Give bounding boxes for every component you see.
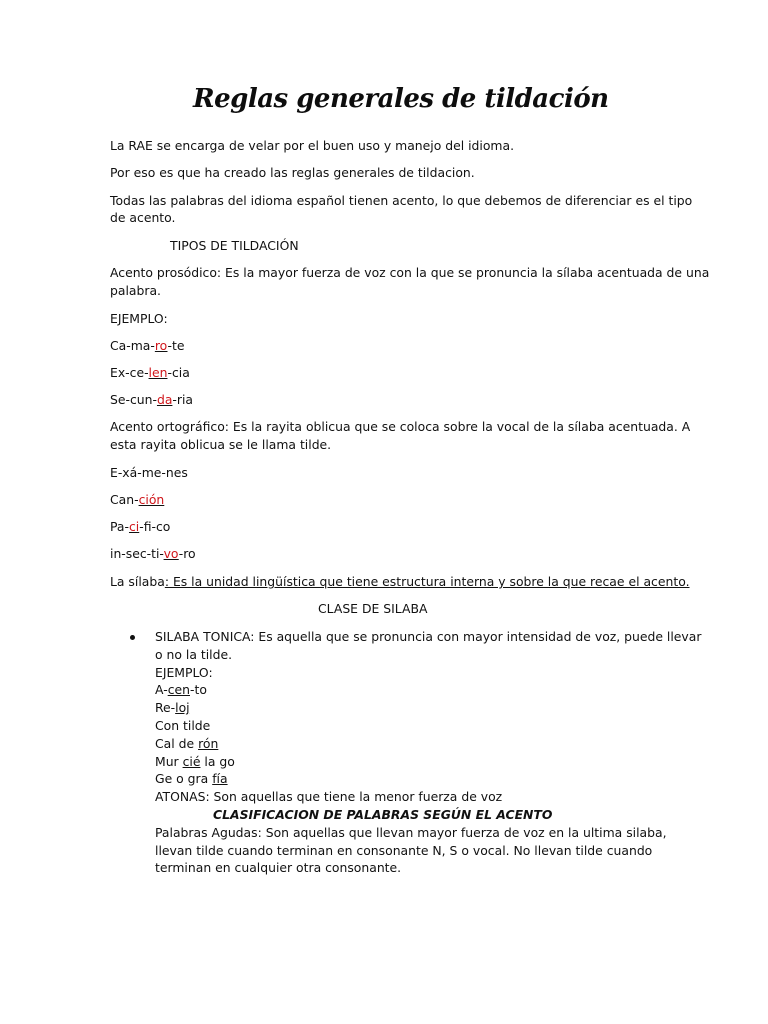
- intro-paragraph-2: Por eso es que ha creado las reglas generales de tildacion.: [110, 165, 475, 180]
- example-word: Cal de rón: [155, 735, 219, 751]
- con-tilde-label: Con tilde: [155, 717, 211, 733]
- prosodico-line-1: Acento prosódico: Es la mayor fuerza de voz con la que se pronuncia la sílaba acentuada de una: [110, 265, 710, 280]
- example-word: Mur cié la go: [155, 753, 235, 769]
- example-word: Se-cun-da-ria: [110, 392, 194, 407]
- agudas-line-3: terminan en cualquier otra consonante.: [155, 860, 402, 876]
- intro-paragraph-1: La RAE se encarga de velar por el buen uso y manejo del idioma.: [110, 138, 515, 153]
- stressed-syllable: len: [148, 365, 168, 380]
- example-word: E-xá-me-nes: [110, 465, 188, 480]
- stressed-syllable: ción: [138, 492, 165, 507]
- tonica-line-1: SILABA TONICA: Es aquella que se pronuncia con mayor intensidad de voz, puede llevar: [155, 629, 702, 644]
- intro-paragraph-3-line-1: Todas las palabras del idioma español tienen acento, lo que debemos de diferenciar es el tipo: [110, 193, 693, 208]
- agudas-line-2: llevan tilde cuando terminan en consonante N, S o vocal. No llevan tilde cuando: [155, 842, 653, 858]
- bullet-item: [155, 628, 702, 877]
- example-word: Ca-ma-ro-te: [110, 338, 185, 353]
- intro-paragraph-3-line-2: de acento.: [110, 210, 176, 225]
- example-word: in-sec-ti-vo-ro: [110, 546, 196, 561]
- ejemplo-label: EJEMPLO:: [155, 664, 213, 680]
- prosodico-line-2: palabra.: [110, 283, 161, 298]
- silaba-definition: La sílaba: Es la unidad lingüística que tiene estructura interna y sobre la que recae el acento.: [110, 574, 690, 589]
- ejemplo-label: EJEMPLO:: [110, 311, 168, 326]
- example-word: A-cen-to: [155, 682, 207, 698]
- stressed-syllable: vo: [163, 546, 179, 561]
- ortografico-line-1: Acento ortográfico: Es la rayita oblicua que se coloca sobre la vocal de la sílaba acentuada. A: [110, 419, 691, 434]
- example-word: Ge o gra fía: [155, 771, 228, 787]
- clase-heading: CLASE DE SILABA: [318, 601, 428, 616]
- atonas-line: ATONAS: Son aquellas que tiene la menor fuerza de voz: [155, 789, 503, 805]
- page-title: Reglas generales de tildación: [193, 84, 609, 114]
- bullet-icon: [130, 635, 135, 640]
- ortografico-line-2: esta rayita oblicua se le llama tilde.: [110, 437, 332, 452]
- clasificacion-heading: CLASIFICACION DE PALABRAS SEGÚN EL ACENTO: [213, 806, 553, 822]
- example-word: Can-ción: [110, 492, 165, 507]
- agudas-line-1: Palabras Agudas: Son aquellas que llevan mayor fuerza de voz en la ultima silaba,: [155, 824, 667, 840]
- stressed-syllable: ci: [128, 519, 140, 534]
- stressed-syllable: da: [156, 392, 173, 407]
- example-word: Pa-ci-fi-co: [110, 519, 171, 534]
- tipos-heading: TIPOS DE TILDACIÓN: [170, 238, 299, 253]
- example-word: Re-loj: [155, 700, 190, 716]
- example-word: Ex-ce-len-cia: [110, 365, 190, 380]
- stressed-syllable: ro: [154, 338, 168, 353]
- tonica-line-2: o no la tilde.: [155, 646, 233, 662]
